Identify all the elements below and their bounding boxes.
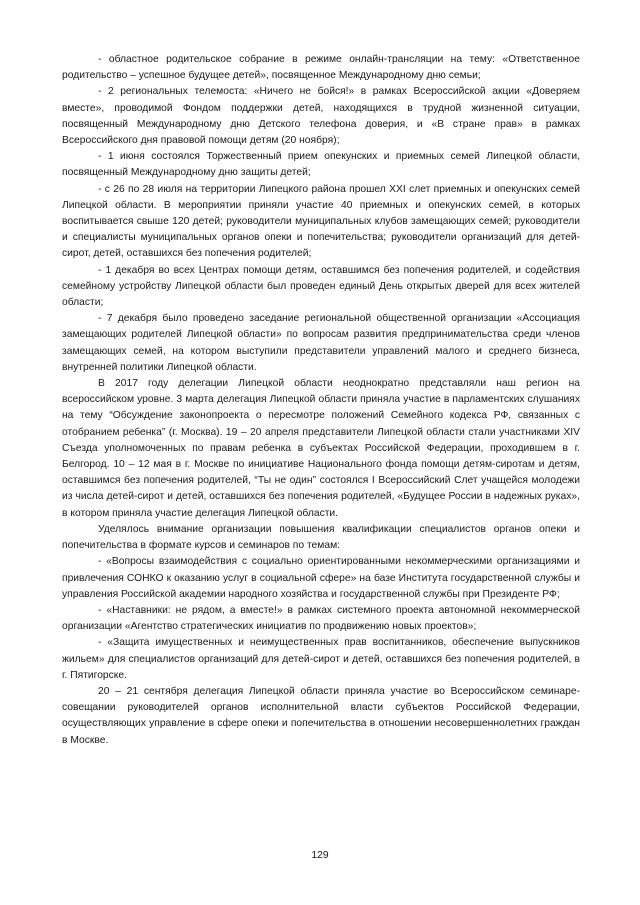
paragraph-qualification-intro: Уделялось внимание организации повышения квалификации специалистов органов опеки и попечительства в формате курсов и семинаров по темам: bbox=[62, 523, 580, 552]
paragraph-sonko-course: - «Вопросы взаимодействия с социально ориентированными некоммерческими организациями и привлечения СОНКО к оказанию услуг в социальной сфере» на базе Института государственной службы и управления Российской академии народного хозяйства и государственной службы при Президенте РФ; bbox=[62, 556, 580, 600]
paragraph-association-meeting: - 7 декабря было проведено заседание региональной общественной организации «Ассоциация замещающих родителей Липецкой области» по вопросам развития предпринимательства среди членов замещающих семей, на котором выступили представители управлений малого и среднего бизнеса, внутренней политики Липецкой области. bbox=[62, 313, 580, 373]
paragraph-regional-teleconferences: - 2 региональных телемоста: «Ничего не бойся!» в рамках Всероссийской акции «Доверяем вместе», проводимой Фондом поддержки детей, находящихся в трудной жизненной ситуации, посвященный Международному дню Детского телефона доверия, и «В стране прав» в рамках Всероссийского дня правовой помощи детям (20 ноября); bbox=[62, 86, 580, 147]
paragraph-property-rights-course: - «Защита имущественных и неимущественных прав воспитанников, обеспечение выпускников жильем» для специалистов организаций для детей-сирот и детей, оставшихся без попечения родителей, в г. Пятигорске. bbox=[62, 637, 580, 681]
paragraph-mentors-course: - «Наставники: не рядом, а вместе!» в рамках системного проекта автономной некоммерческой организации «Агентство стратегических инициатив по продвижению новых проектов»; bbox=[62, 604, 580, 633]
document-body bbox=[62, 52, 580, 749]
page-number: 129 bbox=[311, 850, 329, 861]
paragraph-september-seminar: 20 – 21 сентября делегация Липецкой области приняла участие во Всероссийском семинаре-совещании руководителей органов исполнительной власти субъектов Российской Федерации, осуществляющих управление в сфере опеки и попечительства в отношении несовершеннолетних граждан в Москве. bbox=[62, 685, 580, 746]
paragraph-delegations-2017: В 2017 году делегации Липецкой области неоднократно представляли наш регион на всероссийском уровне. 3 марта делегация Липецкой области приняла участие в парламентских слушаниях на тему “Обсуждение законопроекта о пересмотре положений Семейного кодекса РФ, связанных с отобранием ребенка” (г. Москва). 19 – 20 апреля представители Липецкой области стали участниками XIV Съезда уполномоченных по правам ребенка в субъектах Российской Федерации, проходившем в г. Белгород. 10 – 12 мая в г. Москве по инициативе Национального фонда помощи детям-сиротам и детям, оставшимся без попечения родителей, “Ты не один” состоялся I Всероссийский Слет учащейся молодежи из числа детей-сирот и детей, оставшихся без попечения родителей, «Будущее России в надежных руках», в котором приняла участие делегация Липецкой области. bbox=[62, 378, 580, 519]
paragraph-june-reception: - 1 июня состоялся Торжественный прием опекунских и приемных семей Липецкой области, посвященный Международному дню защиты детей; bbox=[62, 151, 580, 179]
paragraph-july-rally: - с 26 по 28 июля на территории Липецкого района прошел XXI слет приемных и опекунских семей Липецкой области. В мероприятии приняли участие 40 приемных и опекунских семей, в которых воспитывается свыше 120 детей; руководители муниципальных клубов замещающих семей; руководители и специалисты муниципальных органов опеки и попечительства; руководители организаций для детей-сирот, детей, оставшихся без попечения родителей; bbox=[62, 183, 580, 260]
paragraph-online-parent-meeting: - областное родительское собрание в режиме онлайн-трансляции на тему: «Ответственное родительство – успешное будущее детей», посвященное Международному дню семьи; bbox=[62, 54, 580, 82]
paragraph-open-doors-day: - 1 декабря во всех Центрах помощи детям, оставшимся без попечения родителей, и содействия семейному устройству Липецкой области был проведен единый День открытых дверей для всех жителей области; bbox=[62, 264, 580, 309]
